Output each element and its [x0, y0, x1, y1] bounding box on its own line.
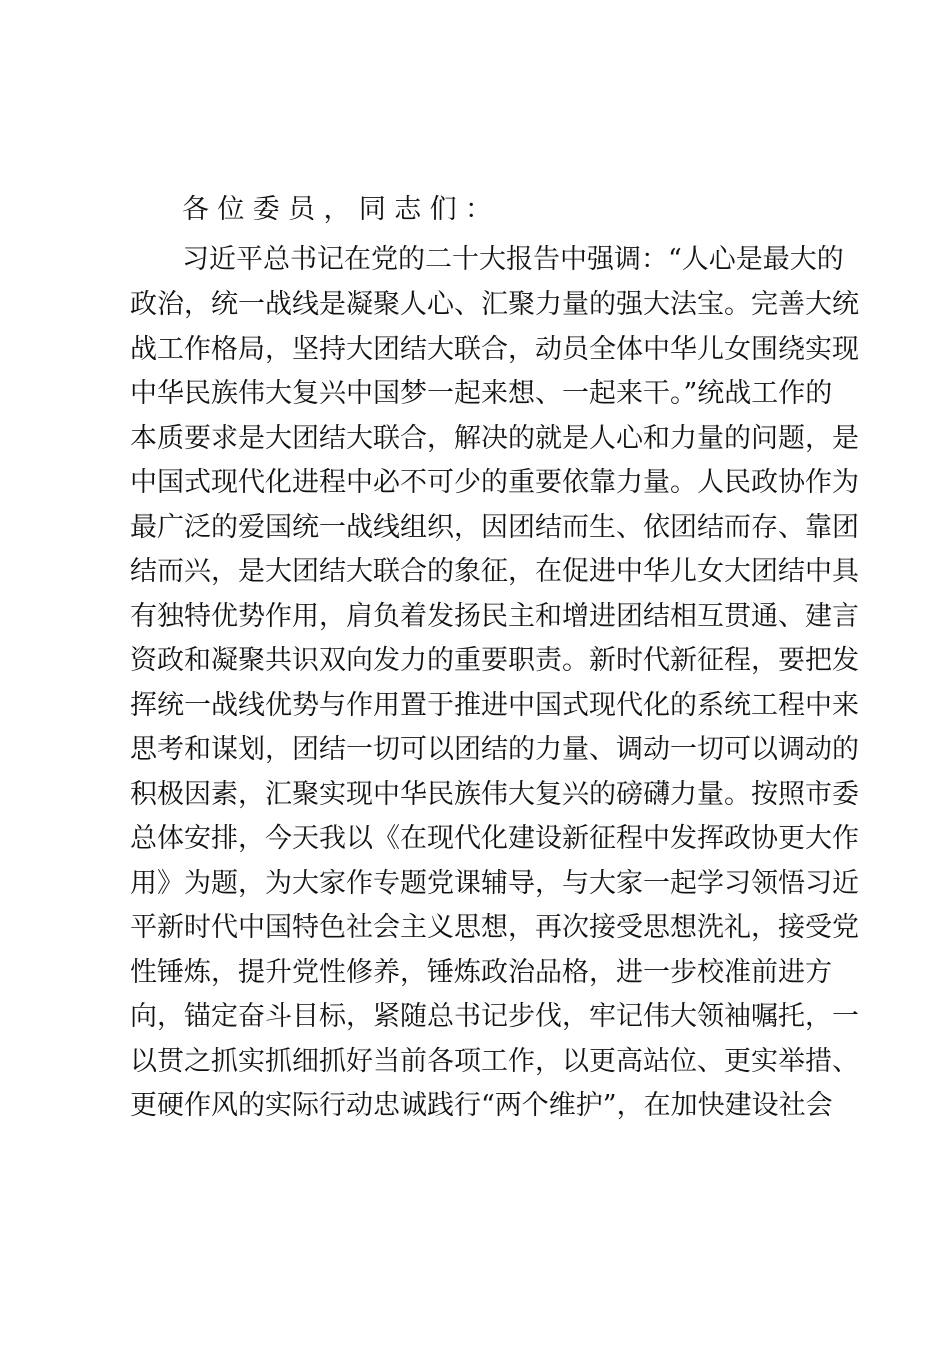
paragraph-line: 习近平总书记在党的二十大报告中强调：“人心是最大的	[182, 244, 844, 275]
paragraph-line: 资政和凝聚共识双向发力的重要职责。新时代新征程，要把发	[130, 645, 859, 676]
paragraph-line: 中华民族伟大复兴中国梦一起来想、一起来干。”统战工作的	[130, 378, 833, 409]
paragraph-line: 性锤炼，提升党性修养，锤炼政治品格，进一步校准前进方	[130, 956, 832, 988]
paragraph-line: 挥统一战线优势与作用置于推进中国式现代化的系统工程中来	[130, 689, 859, 721]
paragraph-line: 以贯之抓实抓细抓好当前各项工作，以更高站位、更实举措、	[130, 1045, 859, 1077]
paragraph-line: 结而兴，是大团结大联合的象征，在促进中华儿女大团结中具	[130, 556, 859, 587]
paragraph-line: 思考和谋划，团结一切可以团结的力量、调动一切可以调动的	[130, 734, 859, 765]
paragraph-line: 更硬作风的实际行动忠诚践行“两个维护”，在加快建设社会	[130, 1090, 833, 1121]
paragraph-line: 最广泛的爱国统一战线组织，因团结而生、依团结而存、靠团	[130, 511, 859, 543]
paragraph-line: 政治，统一战线是凝聚人心、汇聚力量的强大法宝。完善大统	[130, 289, 859, 320]
paragraph-line: 积极因素，汇聚实现中华民族伟大复兴的磅礴力量。按照市委	[130, 778, 859, 810]
paragraph-line: 总体安排，今天我以《在现代化建设新征程中发挥政协更大作	[130, 823, 859, 854]
paragraph-line: 向，锚定奋斗目标，紧随总书记步伐，牢记伟大领袖嘱托，一	[130, 1001, 859, 1032]
paragraph-line: 战工作格局，坚持大团结大联合，动员全体中华儿女围绕实现	[130, 333, 859, 365]
paragraph-line: 用》为题，为大家作专题党课辅导，与大家一起学习领悟习近	[130, 867, 859, 899]
paragraph-line: 有独特优势作用，肩负着发扬民主和增进团结相互贯通、建言	[130, 600, 859, 632]
paragraph-line: 本质要求是大团结大联合，解决的就是人心和力量的问题，是	[130, 422, 859, 454]
paragraph-line: 中国式现代化进程中必不可少的重要依靠力量。人民政协作为	[130, 467, 859, 498]
paragraph-line: 平新时代中国特色社会主义思想，再次接受思想洗礼，接受党	[130, 912, 859, 943]
salutation: 各位委员，同志们：	[182, 194, 492, 225]
